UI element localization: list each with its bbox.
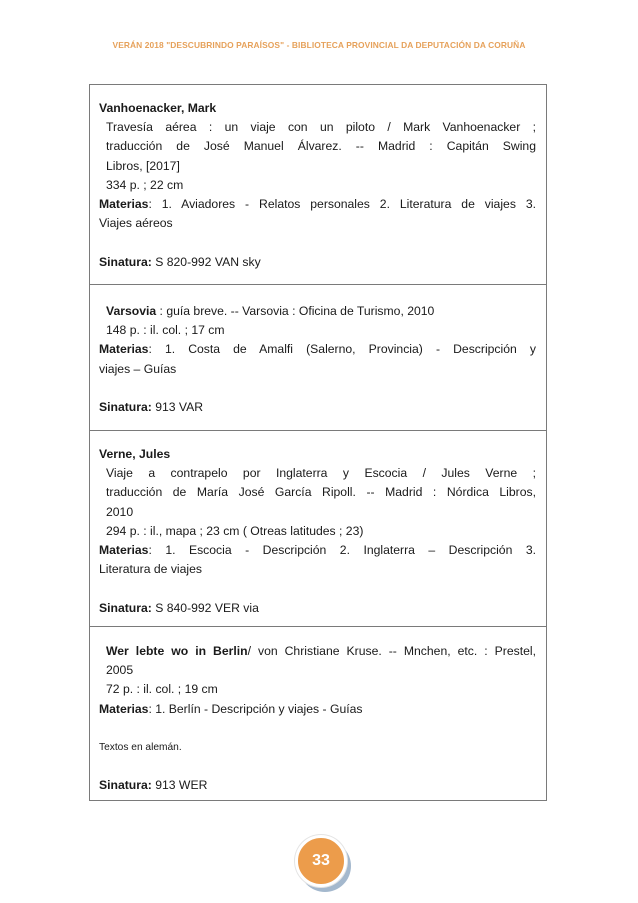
subjects-text: : 1. Berlín - Descripción y viajes - Guías bbox=[148, 701, 363, 716]
page-number: 33 bbox=[295, 835, 347, 887]
record-subjects bbox=[99, 195, 536, 214]
call-number-label: Sinatura: bbox=[99, 254, 152, 269]
subjects-label: Materias bbox=[99, 543, 149, 558]
subjects-label: Materias bbox=[99, 197, 149, 212]
record-subjects bbox=[99, 541, 536, 560]
record-divider bbox=[90, 626, 546, 627]
record-subjects bbox=[99, 340, 536, 359]
record-subjects-continued: Viajes aéreos bbox=[99, 216, 173, 231]
record-title-line: Viaje a contrapelo por Inglaterra y Escocia / Jules Verne ; bbox=[106, 466, 536, 481]
record-title-line: Travesía aérea : un viaje con un piloto / Mark Vanhoenacker ; bbox=[106, 120, 536, 135]
record-call-number bbox=[99, 776, 536, 795]
record-title-line: 2005 bbox=[106, 663, 134, 678]
record-title-line: traducción de María José García Ripoll. -- Madrid : Nórdica Libros, bbox=[106, 485, 536, 500]
record-note: Textos en alemán. bbox=[99, 742, 182, 753]
page-header: VERÁN 2018 "DESCUBRINDO PARAÍSOS" - BIBLIOTECA PROVINCIAL DA DEPUTACIÓN DA CORUÑA bbox=[112, 40, 526, 50]
catalog-table bbox=[89, 84, 547, 801]
subjects-text: : 1. Escocia - Descripción 2. Inglaterra – Descripción 3. bbox=[148, 543, 536, 558]
record-physical-description: 334 p. ; 22 cm bbox=[106, 177, 184, 192]
record-subjects bbox=[99, 700, 536, 719]
call-number-value: S 840-992 VER via bbox=[151, 600, 259, 615]
record-title-rest: : guía breve. -- Varsovia : Oficina de Turismo, 2010 bbox=[156, 304, 435, 318]
record-divider bbox=[90, 430, 546, 431]
record-title-line bbox=[99, 642, 536, 661]
record-title-line: Libros, [2017] bbox=[106, 158, 180, 173]
record-author: Verne, Jules bbox=[99, 447, 171, 461]
record-subjects-continued: viajes – Guías bbox=[99, 361, 177, 376]
page-number-badge bbox=[295, 835, 359, 899]
record-subjects-continued: Literatura de viajes bbox=[99, 562, 202, 577]
record-physical-description: 72 p. : il. col. ; 19 cm bbox=[106, 682, 218, 697]
catalog-record bbox=[90, 99, 546, 272]
record-physical-description: 294 p. : il., mapa ; 23 cm ( Otreas latitudes ; 23) bbox=[106, 523, 364, 538]
call-number-value: 913 VAR bbox=[151, 400, 204, 414]
record-physical-description: 148 p. : il. col. ; 17 cm bbox=[106, 323, 225, 338]
subjects-label: Materias bbox=[99, 701, 149, 716]
record-call-number bbox=[99, 398, 536, 417]
record-author: Vanhoenacker, Mark bbox=[99, 101, 217, 115]
call-number-label: Sinatura: bbox=[99, 400, 152, 414]
record-call-number bbox=[99, 599, 536, 618]
catalog-record bbox=[90, 445, 546, 618]
call-number-label: Sinatura: bbox=[99, 778, 152, 793]
call-number-label: Sinatura: bbox=[99, 600, 152, 615]
record-title-line: traducción de José Manuel Álvarez. -- Madrid : Capitán Swing bbox=[106, 139, 536, 154]
record-call-number bbox=[99, 253, 536, 272]
subjects-text: : 1. Aviadores - Relatos personales 2. Literatura de viajes 3. bbox=[148, 197, 536, 212]
record-title: Varsovia bbox=[106, 304, 157, 318]
call-number-value: 913 WER bbox=[151, 778, 208, 793]
catalog-record bbox=[90, 302, 546, 417]
record-title-line bbox=[99, 302, 536, 321]
record-title: Wer lebte wo in Berlin bbox=[106, 644, 248, 658]
catalog-record bbox=[90, 642, 546, 796]
record-title-line: 2010 bbox=[106, 504, 134, 519]
record-divider bbox=[90, 284, 546, 285]
call-number-value: S 820-992 VAN sky bbox=[151, 254, 261, 269]
subjects-label: Materias bbox=[99, 342, 149, 357]
record-title-rest: / von Christiane Kruse. -- Mnchen, etc. : Prestel, bbox=[247, 644, 536, 658]
subjects-text: : 1. Costa de Amalfi (Salerno, Provincia) - Descripción y bbox=[148, 342, 536, 357]
